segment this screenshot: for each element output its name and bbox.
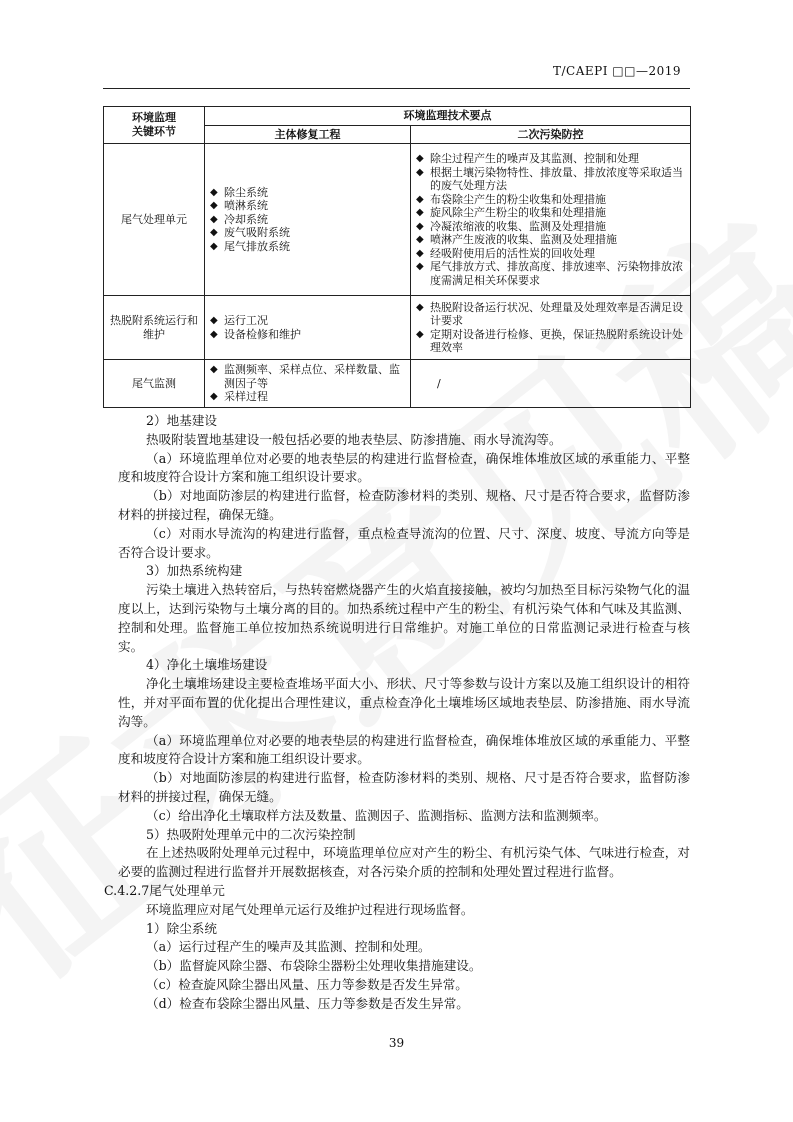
list-item: ◆ 冷却系统 <box>210 213 405 227</box>
body-text <box>104 412 690 1014</box>
list-item: ◆ 除尘过程产生的噪声及其监测、控制和处理 <box>416 152 685 166</box>
col-main-header: 主体修复工程 <box>205 125 411 144</box>
list-item: ◆ 冷凝浓缩液的收集、监测及处理措施 <box>416 220 685 234</box>
supervision-table <box>103 106 691 408</box>
paragraph: C.4.2.7尾气处理单元 <box>104 882 225 898</box>
list-item: ◆ 布袋除尘产生的粉尘收集和处理措施 <box>416 193 685 207</box>
list-item: ◆ 喷淋系统 <box>210 199 405 213</box>
main-cell <box>205 296 411 360</box>
paragraph: （b）对地面防渗层的构建进行监督，检查防渗材料的类别、规格、尺寸是否符合要求，监督防渗材料的拼接过程，确保无缝。 <box>118 770 690 804</box>
paragraph: 环境监理应对尾气处理单元运行及维护过程进行现场监督。 <box>146 901 474 917</box>
paragraph: 4）净化土壤堆场建设 <box>146 657 268 673</box>
list-item: ◆ 运行工况 <box>210 314 405 328</box>
main-cell <box>205 360 411 408</box>
col-stage-header: 环境监理 关键环节 <box>104 107 205 144</box>
paragraph: 净化土壤堆场建设主要检查堆场平面大小、形状、尺寸等参数与设计方案以及施工组织设计的相符性，并对平面布置的优化提出合理性建议，重点检查净化土壤堆场区域地表垫层、防渗措施、雨水导流沟等。 <box>118 676 690 729</box>
list-item: ◆ 旋风除尘产生粉尘的收集和处理措施 <box>416 206 685 220</box>
list-item: ◆ 定期对设备进行检修、更换，保证热脱附系统设计处理效率 <box>416 328 685 355</box>
list-item: ◆ 废气吸附系统 <box>210 226 405 240</box>
table-row <box>104 296 691 360</box>
standard-id: T/CAEPI □□—2019 <box>553 64 681 78</box>
paragraph: 3）加热系统构建 <box>146 563 243 579</box>
paragraph: （b）监督旋风除尘器、布袋除尘器粉尘处理收集措施建设。 <box>146 958 482 974</box>
paragraph: 2）地基建设 <box>146 413 217 428</box>
col-secondary-header: 二次污染防控 <box>411 125 691 144</box>
paragraph: （c）给出净化土壤取样方法及数量、监测因子、监测指标、监测方法和监测频率。 <box>146 807 607 823</box>
list-item: ◆ 设备检修和维护 <box>210 328 405 342</box>
list-item: ◆ 热脱附设备运行状况、处理量及处理效率是否满足设计要求 <box>416 301 685 328</box>
stage-cell: 尾气处理单元 <box>104 144 205 296</box>
main-cell <box>205 144 411 296</box>
list-item: ◆ 经吸附使用后的活性炭的回收处理 <box>416 247 685 261</box>
list-item: ◆ 喷淋产生废液的收集、监测及处理措施 <box>416 233 685 247</box>
table-row <box>104 360 691 408</box>
header-rule <box>103 88 690 89</box>
paragraph: （c）对雨水导流沟的构建进行监督，重点检查导流沟的位置、尺寸、深度、坡度、导流方向等是否符合设计要求。 <box>118 525 690 560</box>
paragraph: （b）对地面防渗层的构建进行监督，检查防渗材料的类别、规格、尺寸是否符合要求，监督防渗材料的拼接过程，确保无缝。 <box>118 488 690 522</box>
list-item: ◆ 尾气排放方式、排放高度、排放速率、污染物排放浓度需满足相关环保要求 <box>416 260 685 287</box>
paragraph: （a）运行过程产生的噪声及其监测、控制和处理。 <box>146 939 431 955</box>
page-number: 39 <box>388 1036 405 1050</box>
list-item: ◆ 根据土壤污染物特性、排放量、排放浓度等采取适当的废气处理方法 <box>416 166 685 193</box>
secondary-cell: / <box>411 360 691 408</box>
table-row <box>104 144 691 296</box>
stage-cell: 尾气监测 <box>104 360 205 408</box>
list-item: ◆ 除尘系统 <box>210 186 405 200</box>
list-item: ◆ 尾气排放系统 <box>210 240 405 254</box>
paragraph: 污染土壤进入热转窑后，与热转窑燃烧器产生的火焰直接接触，被均匀加热至目标污染物气化的温度以上，达到污染物与土壤分离的目的。加热系统过程中产生的粉尘、有机污染气体和气味及其监测、控制和处理。监督施工单位按加热系统说明进行日常维护。对施工单位的日常监测记录进行检查与核实。 <box>118 582 690 654</box>
paragraph: 1）除尘系统 <box>146 920 217 936</box>
paragraph: （a）环境监理单位对必要的地表垫层的构建进行监督检查，确保堆体堆放区域的承重能力、平整度和坡度符合设计方案和施工组织设计要求。 <box>118 732 690 767</box>
list-item: ◆ 采样过程 <box>210 390 405 404</box>
paragraph: 热吸附装置地基建设一般包括必要的地表垫层、防渗措施、雨水导流沟等。 <box>146 431 562 447</box>
secondary-cell <box>411 144 691 296</box>
list-item: ◆ 监测频率、采样点位、采样数量、监测因子等 <box>210 363 405 390</box>
secondary-cell <box>411 296 691 360</box>
col-points-header: 环境监理技术要点 <box>205 107 691 126</box>
paragraph: 在上述热吸附处理单元过程中，环境监理单位应对产生的粉尘、有机污染气体、气味进行检查，对必要的监测过程进行监督并开展数据核查，对各污染介质的控制和处理处置过程进行监督。 <box>118 845 690 880</box>
stage-cell: 热脱附系统运行和维护 <box>104 296 205 360</box>
paragraph: （a）环境监理单位对必要的地表垫层的构建进行监督检查，确保堆体堆放区域的承重能力、平整度和坡度符合设计方案和施工组织设计要求。 <box>118 450 690 485</box>
paragraph: （c）检查旋风除尘器出风量、压力等参数是否发生异常。 <box>146 976 468 992</box>
paragraph: 5）热吸附处理单元中的二次污染控制 <box>146 826 356 842</box>
paragraph: （d）检查布袋除尘器出风量、压力等参数是否发生异常。 <box>146 995 469 1011</box>
